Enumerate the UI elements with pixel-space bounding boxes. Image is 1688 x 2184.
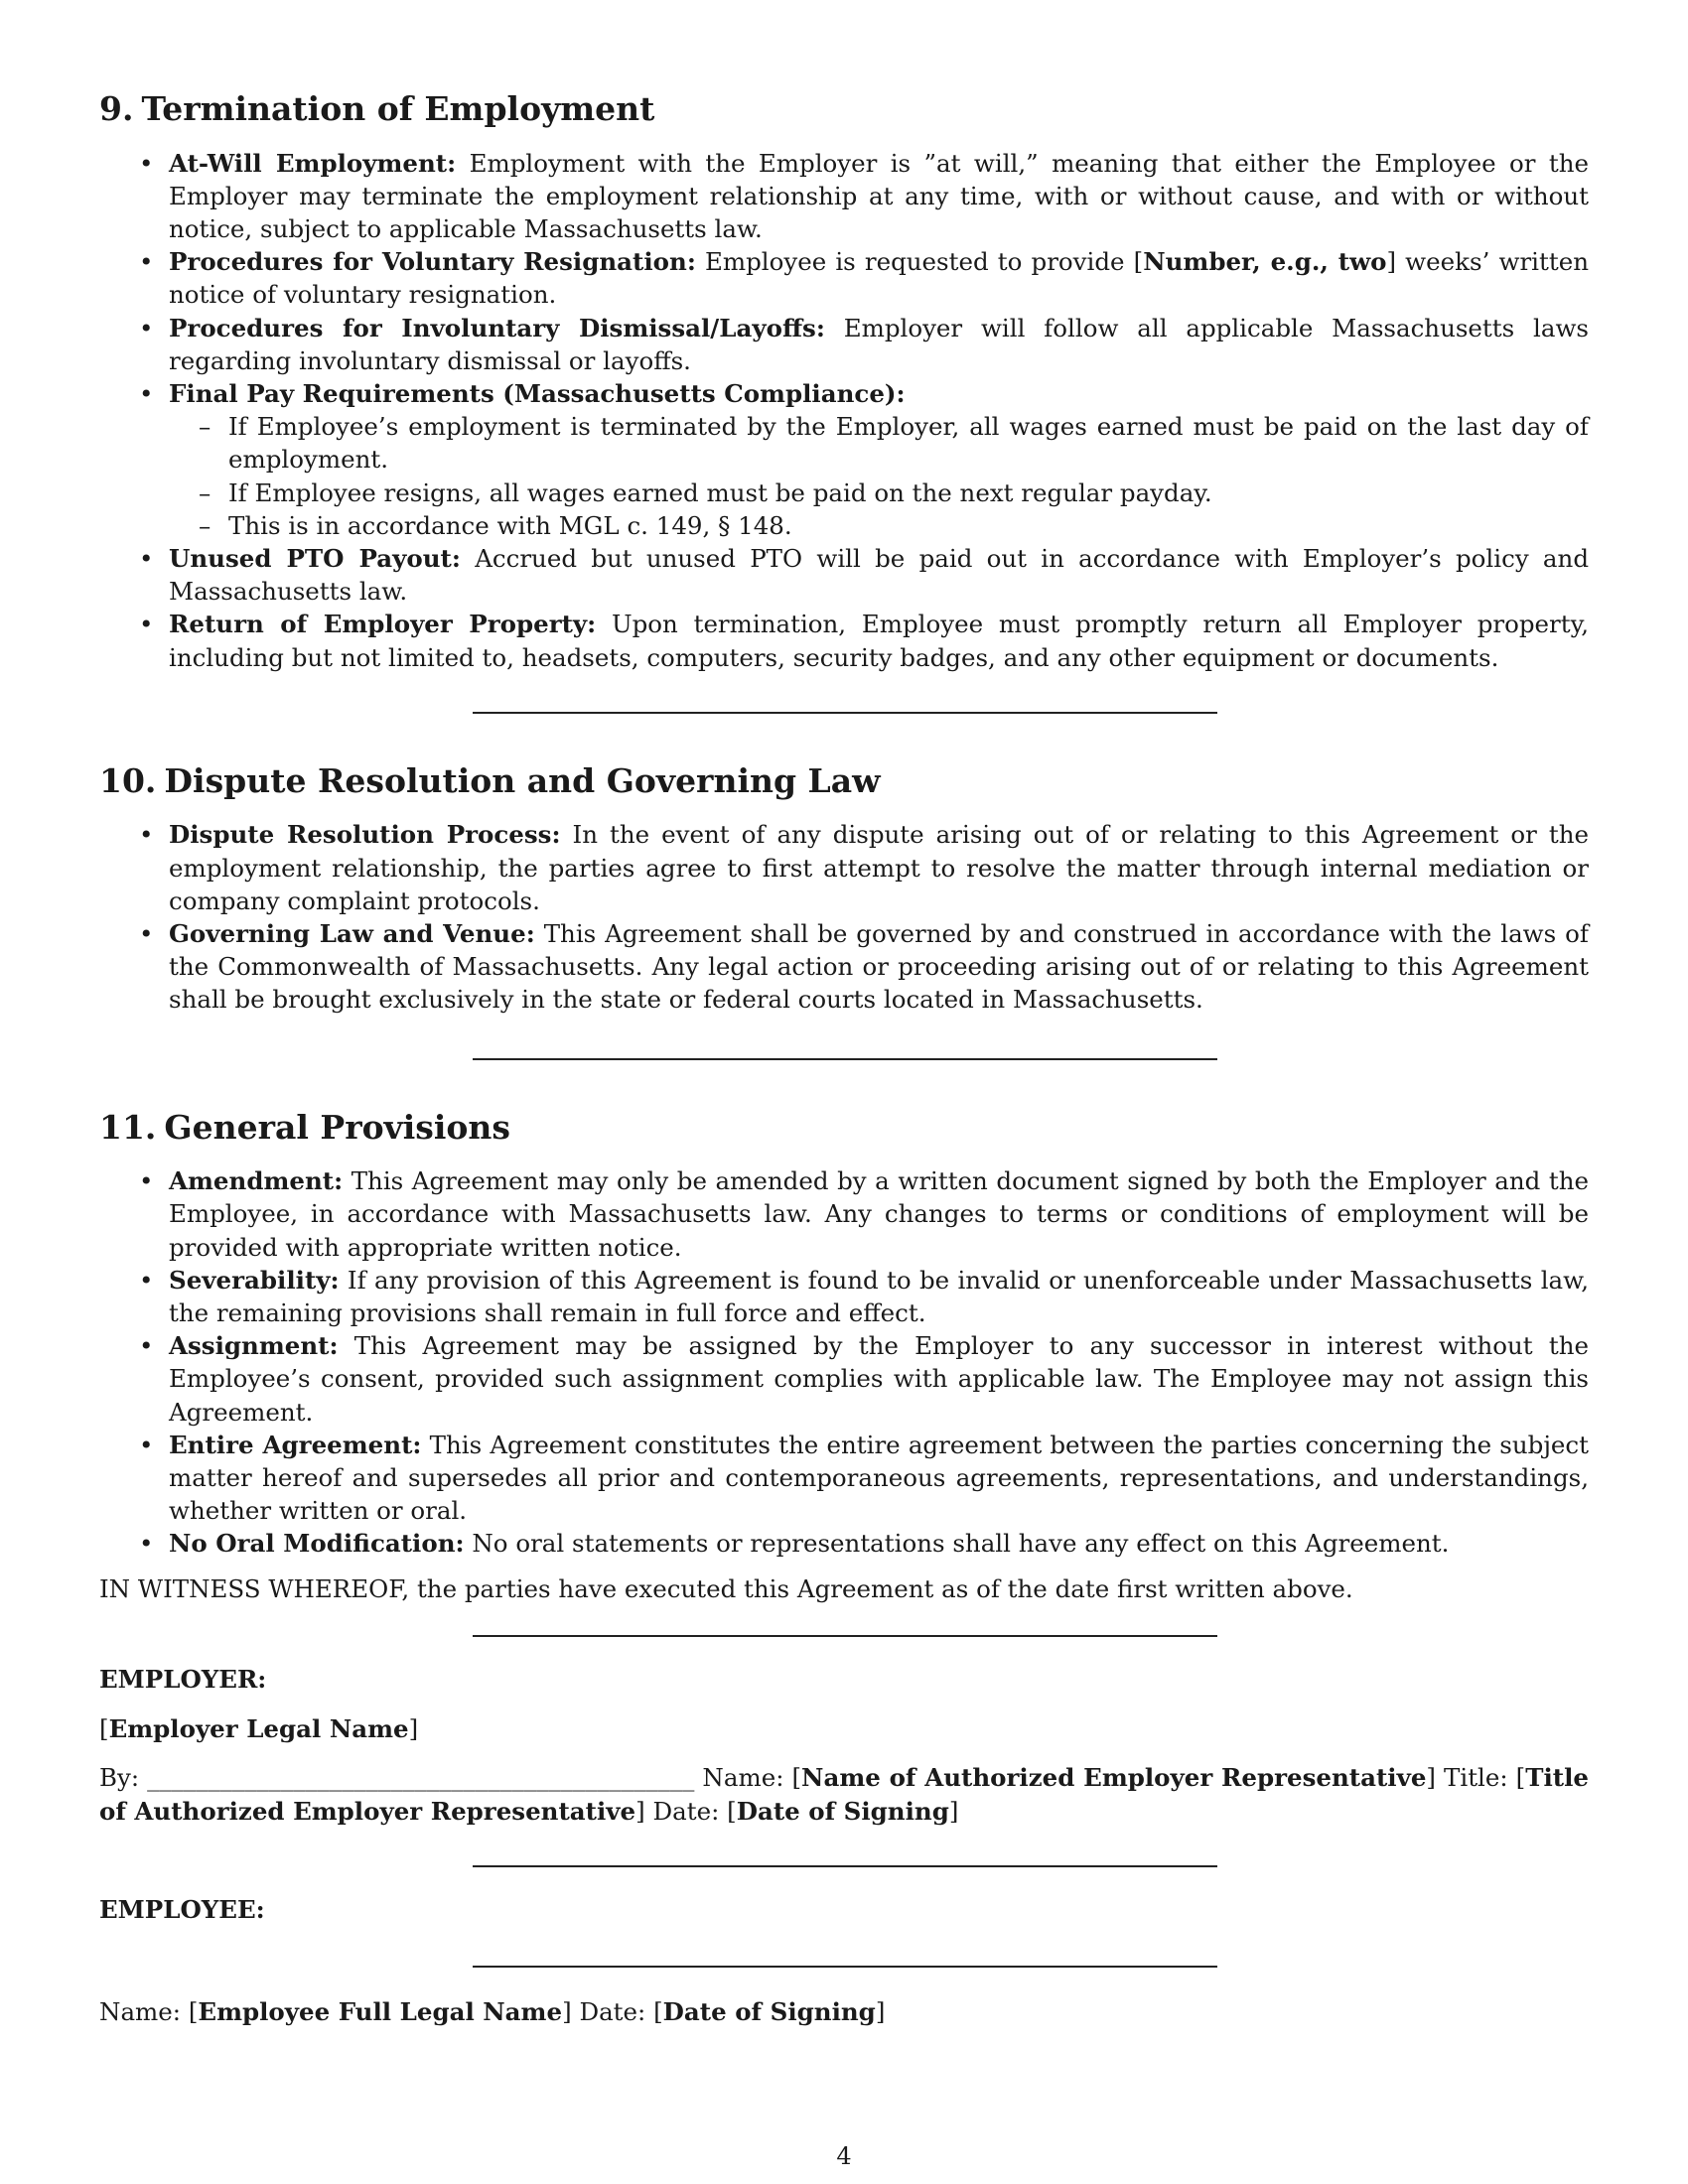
section-11-heading: 11. General Provisions bbox=[99, 1107, 511, 1147]
sub-list-item: – If Employee resigns, all wages earned must be paid on the next regular payday. bbox=[228, 477, 1589, 509]
sub-list-item: – This is in accordance with MGL c. 149, § 148. bbox=[228, 509, 1589, 542]
list-item: • At-Will Employment: Employment with the Employer is ”at will,” meaning that either the Employee or the Employer may terminate the employment relationship at any time, with or without cause, and with or without notice, subject to applicable Massachusetts law. bbox=[169, 147, 1589, 246]
section-10-list bbox=[99, 818, 1589, 1016]
list-item: • Entire Agreement: This Agreement constitutes the entire agreement between the parties concerning the subject matter hereof and supersedes all prior and contemporaneous agreements, representations, and understandings, whether written or oral. bbox=[169, 1429, 1589, 1528]
list-item: • Dispute Resolution Process: In the event of any dispute arising out of or relating to this Agreement or the employment relationship, the parties agree to first attempt to resolve the matter through internal mediation or company complaint protocols. bbox=[169, 818, 1589, 917]
witness-clause: IN WITNESS WHEREOF, the parties have executed this Agreement as of the date first written above. bbox=[99, 1573, 1353, 1603]
list-item: • Amendment: This Agreement may only be amended by a written document signed by both the Employer and the Employee, in accordance with Massachusetts law. Any changes to terms or conditions of employment will be provided with appropriate written notice. bbox=[169, 1164, 1589, 1264]
employee-name-line: Name: [Employee Full Legal Name] Date: [Date of Signing] bbox=[99, 1996, 886, 2026]
employee-heading: EMPLOYEE: bbox=[99, 1894, 265, 1924]
section-divider bbox=[473, 712, 1217, 714]
signature-divider bbox=[473, 1865, 1217, 1867]
list-item: • Procedures for Involuntary Dismissal/Layoffs: Employer will follow all applicable Massachusetts laws regarding involuntary dismissal or layoffs. bbox=[169, 312, 1589, 377]
final-pay-sublist bbox=[169, 410, 1589, 542]
list-item: • Final Pay Requirements (Massachusetts Compliance): – If Employee’s employment is terminated by the Employer, all wages earned must be paid on the last day of employment. – If Employee resigns, all wages earned must be paid on the next regular payday. – This is in accordance with MGL c. 149, § 148. bbox=[169, 377, 1589, 542]
list-item: • No Oral Modification: No oral statements or representations shall have any effect on this Agreement. bbox=[169, 1527, 1589, 1560]
signature-divider bbox=[473, 1635, 1217, 1637]
list-item: • Assignment: This Agreement may be assigned by the Employer to any successor in interest without the Employee’s consent, provided such assignment complies with applicable law. The Employee may not assign this Agreement. bbox=[169, 1329, 1589, 1429]
list-item: • Governing Law and Venue: This Agreement shall be governed by and construed in accordance with the laws of the Commonwealth of Massachusetts. Any legal action or proceeding arising out of or relating to this Agreement shall be brought exclusively in the state or federal courts located in Massachusetts. bbox=[169, 917, 1589, 1017]
section-10-heading: 10. Dispute Resolution and Governing Law bbox=[99, 760, 881, 800]
document-page bbox=[99, 89, 1589, 2028]
employer-heading: EMPLOYER: bbox=[99, 1664, 267, 1694]
section-9-list bbox=[99, 147, 1589, 674]
list-item: • Return of Employer Property: Upon termination, Employee must promptly return all Employer property, including but not limited to, headsets, computers, security badges, and any other equipment or documents. bbox=[169, 608, 1589, 673]
employer-legal-name: [Employer Legal Name] bbox=[99, 1714, 419, 1744]
section-11-list bbox=[99, 1164, 1589, 1560]
section-divider bbox=[473, 1058, 1217, 1060]
section-9-heading: 9. Termination of Employment bbox=[99, 89, 655, 128]
list-item: • Procedures for Voluntary Resignation: Employee is requested to provide [Number, e.g., two] weeks’ written notice of voluntary resignation. bbox=[169, 245, 1589, 311]
employer-signature-line: By: _____________________________________________ Name: [Name of Authorized Employer Representative] Title: [Title of Authorized Employer Representative] Date: [Date of Signing] bbox=[99, 1763, 1589, 1826]
signature-blank: _____________________________________________ bbox=[147, 1763, 695, 1793]
sub-list-item: – If Employee’s employment is terminated by the Employer, all wages earned must be paid on the last day of employment. bbox=[228, 410, 1589, 476]
employee-signature-rule bbox=[473, 1966, 1217, 1968]
list-item: • Unused PTO Payout: Accrued but unused PTO will be paid out in accordance with Employer’s policy and Massachusetts law. bbox=[169, 542, 1589, 608]
list-item: • Severability: If any provision of this Agreement is found to be invalid or unenforceable under Massachusetts law, the remaining provisions shall remain in full force and effect. bbox=[169, 1264, 1589, 1329]
page-number: 4 bbox=[836, 2142, 852, 2170]
